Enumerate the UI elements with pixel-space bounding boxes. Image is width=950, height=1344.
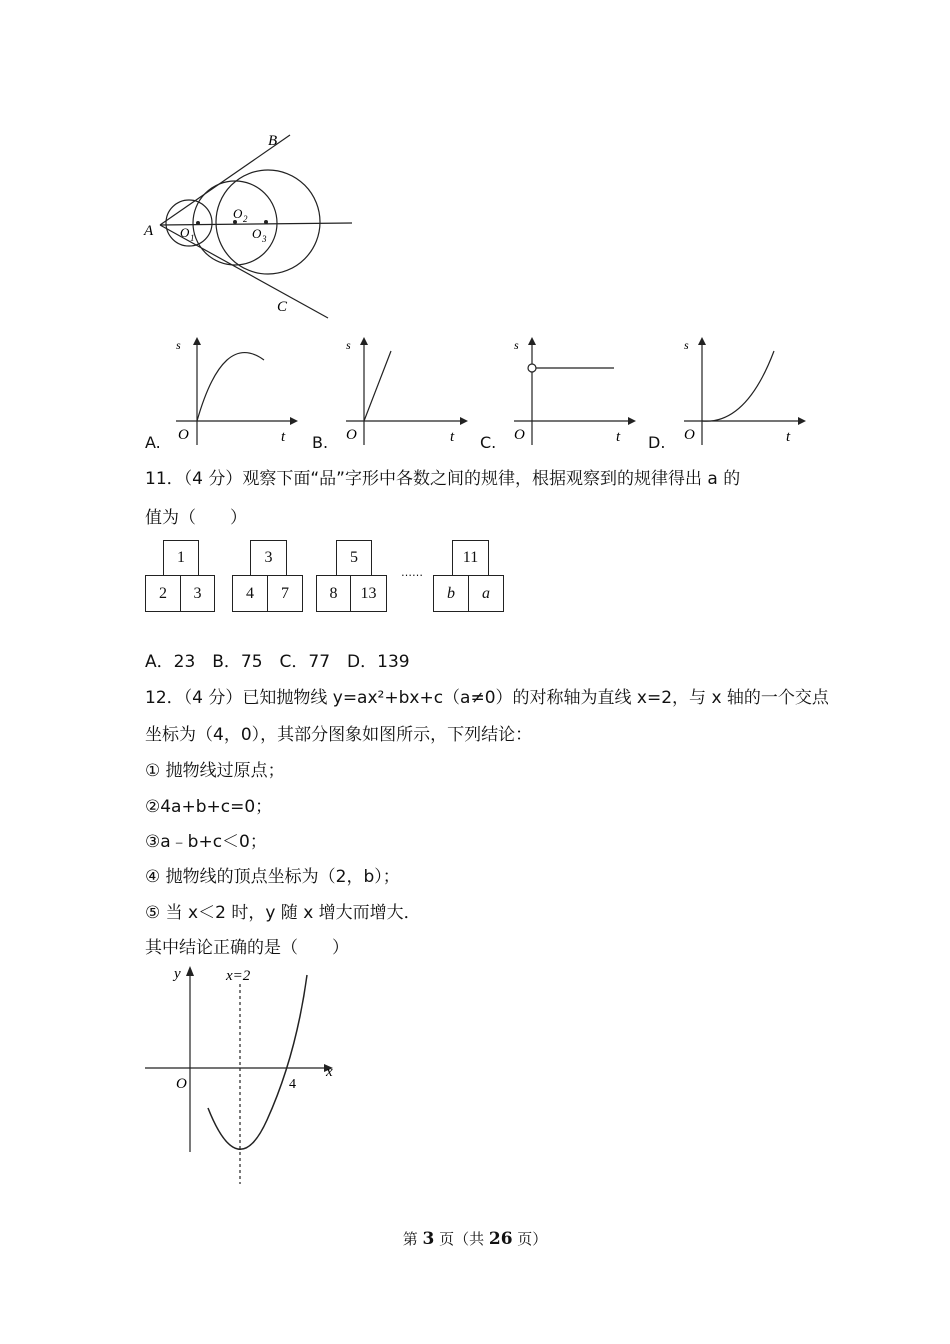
label-A: A bbox=[144, 223, 154, 239]
option-B-s: s bbox=[346, 338, 351, 352]
option-B-o: O bbox=[346, 427, 357, 443]
pin3-left: 8 bbox=[316, 575, 351, 612]
q12-statement-3: ③a﹣b+c＜0； bbox=[145, 832, 267, 852]
option-A-s: s bbox=[176, 338, 181, 352]
label-O3-sub: 3 bbox=[262, 234, 267, 244]
option-D-o: O bbox=[684, 427, 695, 443]
option-A-graph bbox=[168, 335, 298, 447]
footer-post: 页） bbox=[512, 1230, 548, 1248]
footer-pre: 第 bbox=[402, 1230, 423, 1248]
option-C-s: s bbox=[514, 338, 519, 352]
pin2-right: 7 bbox=[267, 575, 303, 612]
q12-line1: 12．（4 分）已知抛物线 y=ax²+bx+c（a≠0）的对称轴为直线 x=2，与 x 轴的一个交点 bbox=[145, 688, 829, 708]
q11-line2: 值为（ ） bbox=[145, 508, 247, 528]
angle-circles-figure bbox=[140, 125, 370, 325]
option-D-label: D. bbox=[648, 433, 666, 452]
pin1-right: 3 bbox=[180, 575, 215, 612]
footer-total-pages: 26 bbox=[488, 1229, 513, 1249]
footer-mid: 页（共 bbox=[434, 1230, 489, 1248]
option-D-graph bbox=[676, 335, 806, 447]
q11-line1: 11．（4 分）观察下面“品”字形中各数之间的规律，根据观察到的规律得出 a 的 bbox=[145, 469, 741, 489]
pin4-right: a bbox=[468, 575, 504, 612]
graph-x-label: x bbox=[326, 1064, 333, 1080]
graph-y-label: y bbox=[174, 966, 181, 982]
q12-statement-2: ②4a+b+c=0； bbox=[145, 797, 273, 817]
q12-statement-1: ① 抛物线过原点； bbox=[145, 761, 285, 781]
pin4-top: 11 bbox=[452, 540, 489, 576]
label-O2-sub: 2 bbox=[243, 214, 248, 224]
pin1-top: 1 bbox=[163, 540, 199, 576]
q12-line2: 坐标为（4，0），其部分图象如图所示，下列结论： bbox=[145, 725, 533, 745]
option-C-o: O bbox=[514, 427, 525, 443]
ellipsis-dots: …… bbox=[401, 566, 423, 579]
graph-axis-label: x=2 bbox=[226, 968, 251, 984]
label-O3: O bbox=[252, 226, 262, 241]
pin2-left: 4 bbox=[232, 575, 268, 612]
option-A-label: A. bbox=[145, 433, 161, 452]
option-A-o: O bbox=[178, 427, 189, 443]
label-O2: O bbox=[233, 206, 243, 221]
option-D-s: s bbox=[684, 338, 689, 352]
label-B: B bbox=[268, 133, 278, 149]
page-footer bbox=[0, 1228, 950, 1249]
q11-options: A．23 B．75 C．77 D．139 bbox=[145, 652, 410, 672]
option-B-t: t bbox=[450, 429, 455, 445]
option-C-label: C. bbox=[480, 433, 497, 452]
label-C: C bbox=[277, 299, 288, 315]
parabola-graph bbox=[140, 960, 350, 1190]
option-C-t: t bbox=[616, 429, 621, 445]
option-D-t: t bbox=[786, 429, 791, 445]
footer-page-number: 3 bbox=[422, 1229, 435, 1249]
pin4-left: b bbox=[433, 575, 469, 612]
pin3-top: 5 bbox=[336, 540, 372, 576]
q12-statement-4: ④ 抛物线的顶点坐标为（2，b）； bbox=[145, 867, 400, 887]
q12-statement-5: ⑤ 当 x＜2 时，y 随 x 增大而增大． bbox=[145, 903, 421, 923]
pin2-top: 3 bbox=[250, 540, 287, 576]
option-A-t: t bbox=[281, 429, 286, 445]
option-B-graph bbox=[338, 335, 468, 447]
label-O1-sub: 1 bbox=[190, 233, 195, 243]
pin1-left: 2 bbox=[145, 575, 181, 612]
option-B-label: B. bbox=[312, 433, 329, 452]
option-C-graph bbox=[506, 335, 636, 447]
q12-question: 其中结论正确的是（ ） bbox=[145, 938, 349, 958]
graph-origin-label: O bbox=[176, 1076, 187, 1092]
label-O1: O bbox=[180, 225, 190, 240]
pin3-right: 13 bbox=[350, 575, 387, 612]
graph-four-label: 4 bbox=[289, 1077, 296, 1092]
